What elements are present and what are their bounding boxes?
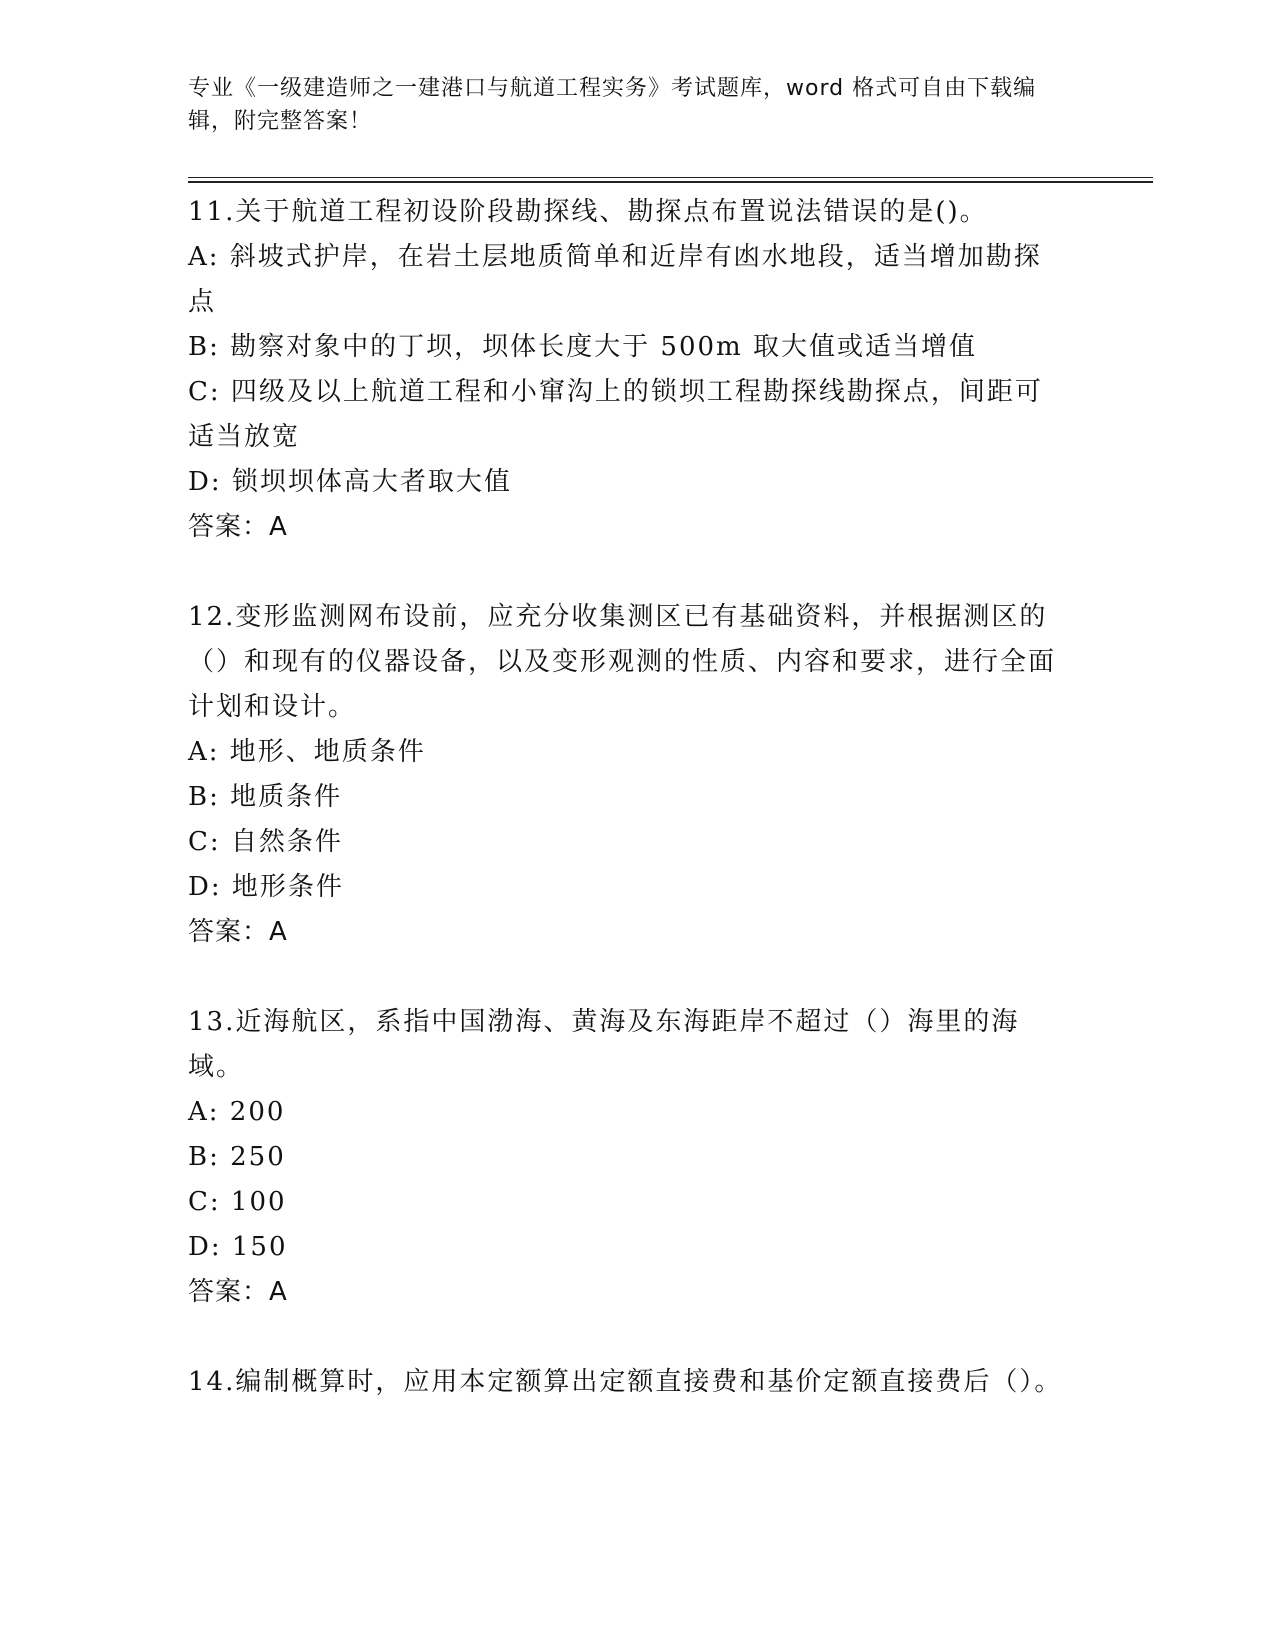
question-12	[188, 595, 1068, 955]
option-d: D: 150	[188, 1232, 288, 1262]
question-13	[188, 1000, 1068, 1315]
question-stem: 14.编制概算时，应用本定额算出定额直接费和基价定额直接费后（）。	[188, 1367, 1063, 1397]
header-text: 专业《一级建造师之一建港口与航道工程实务》考试题库，word 格式可自由下载编辑，附完整答案！	[188, 76, 1037, 134]
option-c: C: 自然条件	[188, 827, 343, 857]
question-spacer	[188, 1315, 1068, 1360]
option-a: A: 斜坡式护岸，在岩土层地质简单和近岸有凼水地段，适当增加勘探点	[188, 242, 1042, 317]
question-list	[188, 190, 1068, 1405]
document-header	[188, 72, 1068, 138]
header-divider-thin	[188, 177, 1153, 178]
question-14	[188, 1360, 1068, 1405]
option-c: C: 100	[188, 1187, 287, 1217]
option-b: B: 勘察对象中的丁坝，坝体长度大于 500m 取大值或适当增值	[188, 332, 977, 362]
option-d: D: 地形条件	[188, 872, 344, 902]
option-a: A: 地形、地质条件	[188, 737, 426, 767]
option-b: B: 地质条件	[188, 782, 343, 812]
option-a: A: 200	[188, 1097, 286, 1127]
option-d: D: 锁坝坝体高大者取大值	[188, 467, 512, 497]
question-stem: 12.变形监测网布设前，应充分收集测区已有基础资料，并根据测区的（）和现有的仪器设备，以及变形观测的性质、内容和要求，进行全面计划和设计。	[188, 602, 1057, 722]
answer-label: 答案：A	[188, 917, 288, 947]
question-stem: 11.关于航道工程初设阶段勘探线、勘探点布置说法错误的是()。	[188, 197, 988, 227]
question-11	[188, 190, 1068, 550]
answer-label: 答案：A	[188, 1277, 288, 1307]
answer-label: 答案：A	[188, 512, 288, 542]
question-spacer	[188, 550, 1068, 595]
header-divider-thick	[188, 181, 1153, 183]
option-b: B: 250	[188, 1142, 286, 1172]
option-c: C: 四级及以上航道工程和小窜沟上的锁坝工程勘探线勘探点，间距可适当放宽	[188, 377, 1043, 452]
question-spacer	[188, 955, 1068, 1000]
question-stem: 13.近海航区，系指中国渤海、黄海及东海距岸不超过（）海里的海域。	[188, 1007, 1020, 1082]
